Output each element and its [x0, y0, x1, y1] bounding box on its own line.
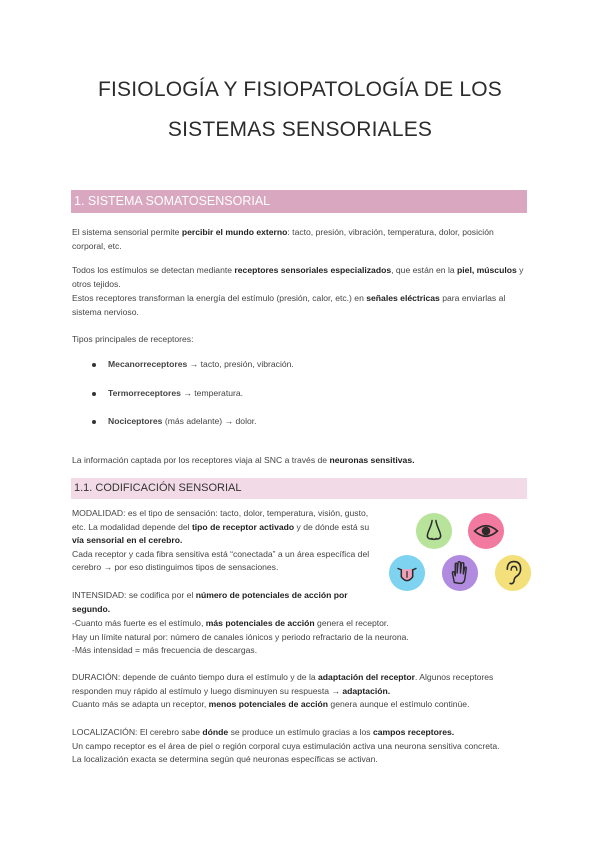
- nose-circle: [416, 513, 452, 549]
- paragraph-intensidad-detail: -Cuanto más fuerte es el estímulo, más potenciales de acción genera el receptor. Hay un límite natural por: número de canales iónicos y periodo refractario de la neurona. -Más intensidad = más frecuencia de descargas.: [72, 618, 409, 655]
- types-intro: Tipos principales de receptores:: [72, 334, 194, 344]
- nose-icon: [415, 512, 453, 550]
- paragraph-receptors: Todos los estímulos se detectan mediante receptores sensoriales especializados, que están en la piel, músculos y otros tejidos.: [72, 265, 524, 289]
- title-line-1: FISIOLOGÍA Y FISIOPATOLOGÍA DE LOS: [98, 78, 502, 101]
- title-line-2: SISTEMAS SENSORIALES: [167, 118, 433, 141]
- eye-icon: [467, 512, 505, 550]
- senses-illustration: [388, 512, 532, 594]
- paragraph-intensidad: INTENSIDAD: se codifica por el número de potenciales de acción por segundo.: [72, 590, 348, 614]
- bullet-icon: [92, 392, 96, 396]
- paragraph-localizacion: LOCALIZACIÓN: El cerebro sabe dónde se produce un estímulo gracias a los campos receptores. Un campo receptor es el área de piel o región corporal cuya estimulación activa una neurona sensitiva concreta. La localización exacta se determina según qué neuronas específicas se activan.: [72, 727, 500, 764]
- ear-circle: [495, 555, 531, 591]
- section-heading-1: 1. SISTEMA SOMATOSENSORIAL: [71, 190, 527, 213]
- bullet-icon: [92, 363, 96, 367]
- paragraph-intro: El sistema sensorial permite percibir el mundo externo: tacto, presión, vibración, temperatura, dolor, posición corporal, etc.: [72, 227, 494, 251]
- paragraph-neurons: La información captada por los receptores viaja al SNC a través de neuronas sensitivas.: [72, 455, 415, 465]
- tongue-icon: [388, 554, 426, 592]
- paragraph-transduction: Estos receptores transforman la energía del estímulo (presión, calor, etc.) en señales eléctricas para enviarlas al sistema nervioso.: [72, 293, 506, 317]
- paragraph-duracion: DURACIÓN: depende de cuánto tiempo dura el estímulo y de la adaptación del receptor. Algunos receptores responden muy rápido al estímulo y luego disminuyen su respuesta → adaptación. Cuanto más se adapta un receptor, menos potenciales de acción genera aunque el estímulo continúe.: [72, 672, 494, 709]
- page-title: [40, 70, 560, 150]
- bullet-icon: [92, 420, 96, 424]
- paragraph-modalidad: MODALIDAD: es el tipo de sensación: tacto, dolor, temperatura, visión, gusto, etc. La modalidad depende del tipo de receptor activado y de dónde está su vía sensorial en el cerebro. Cada receptor y cada fibra sensitiva está “conectada” a un área específica del cerebro → por eso distinguimos tipos de sensaciones.: [72, 508, 370, 572]
- hand-icon: [441, 554, 479, 592]
- section-heading-1-1: 1.1. CODIFICACIÓN SENSORIAL: [71, 478, 527, 499]
- ear-icon: [494, 554, 532, 592]
